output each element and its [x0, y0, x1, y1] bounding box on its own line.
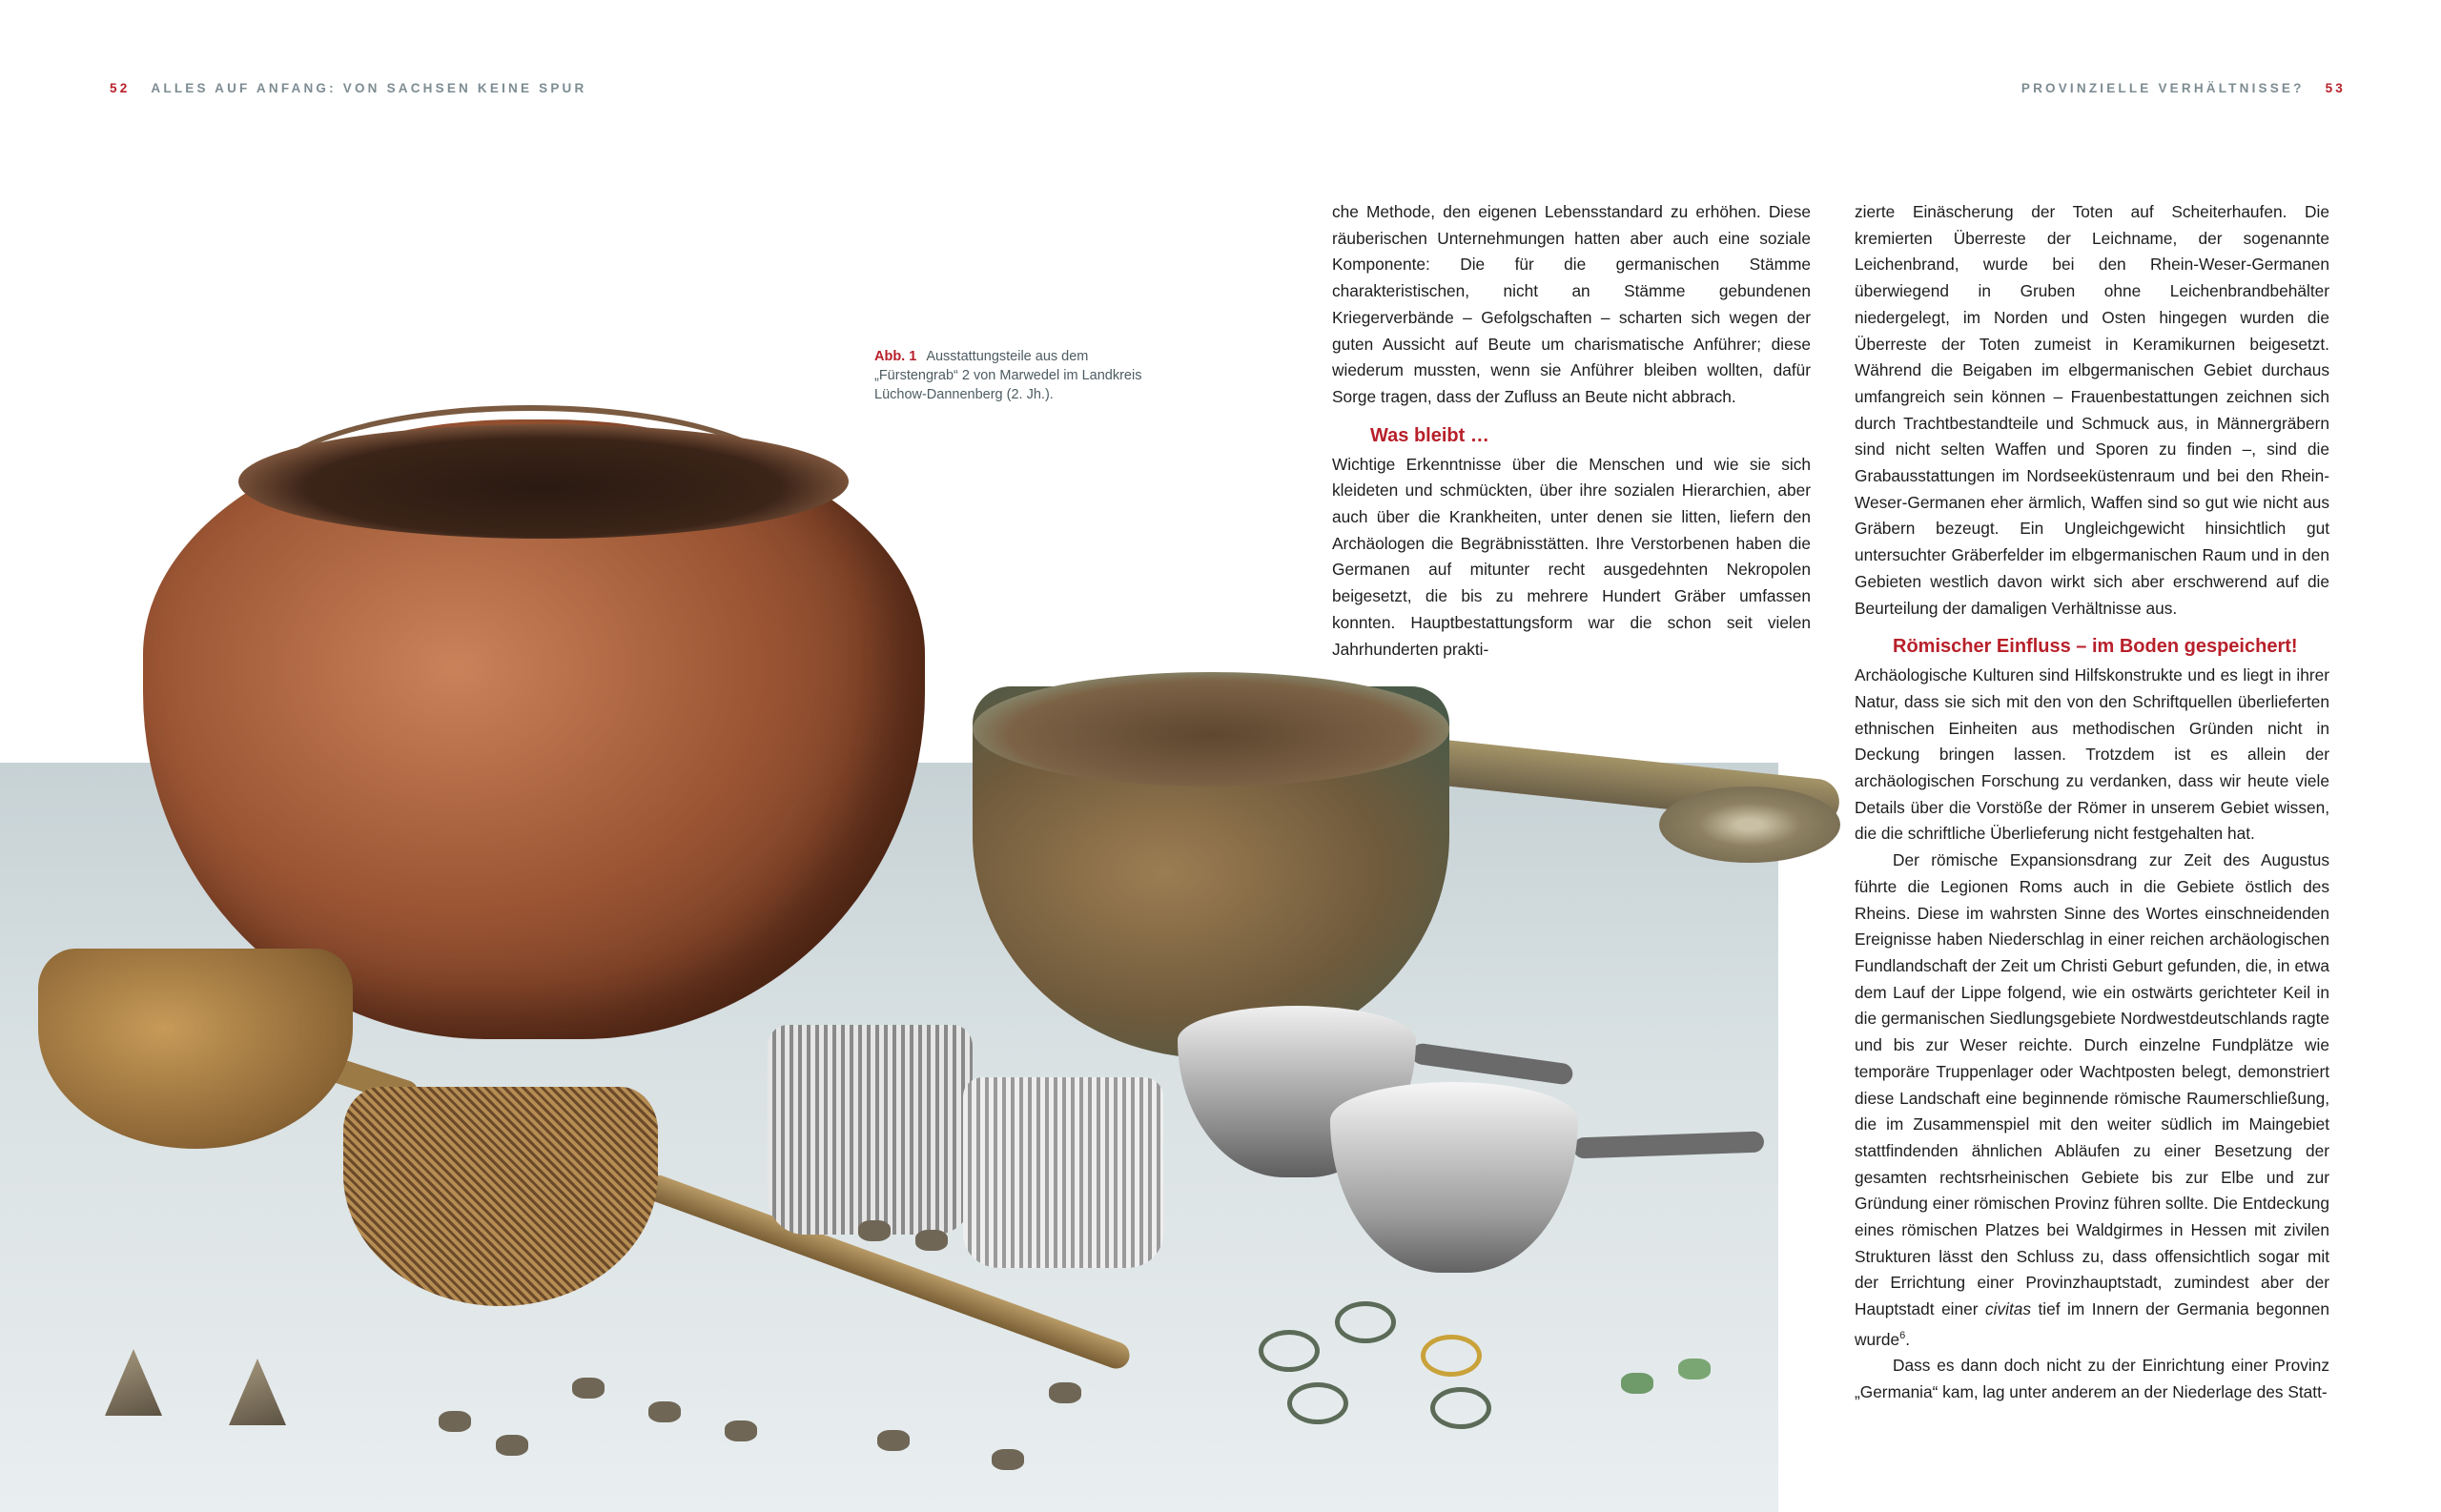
- section-heading-was-bleibt: Was bleibt …: [1370, 424, 1489, 446]
- small-find: [648, 1401, 681, 1422]
- figure-label: Abb. 1: [874, 349, 917, 364]
- small-find: [572, 1378, 605, 1399]
- gold-ring: [1421, 1335, 1482, 1377]
- ring-brooch: [1335, 1301, 1396, 1343]
- bronze-pan-handle-disc: [1659, 787, 1840, 863]
- footnote-ref: 6: [1899, 1329, 1906, 1341]
- paragraph: che Methode, den eigenen Lebensstandard zu erhöhen. Diese räuberischen Unternehmungen hatten aber auch eine soziale Komponente: Die für die germanischen Stämme charakteristischen, nicht an Stämme gebundenen Kriegerverbände – Gefolgschaften – scharten sich wegen der guten Aussicht auf Beute um charismatische Anführer; diese wiederum mussten, wenn sie Anführer bleiben wollten, dafür Sorge tragen, dass der Zufluss an Beute nicht abbrach.: [1332, 202, 1811, 406]
- text-run: .: [1905, 1329, 1911, 1349]
- figure-caption-text: Ausstattungsteile aus dem „Fürstengrab“ 2 von Marwedel im Landkreis Lüchow-Dannenberg (2. Jh.).: [874, 349, 1142, 402]
- small-find: [496, 1435, 528, 1456]
- section-heading-roemischer-einfluss: Römischer Einfluss – im Boden gespeichert!: [1893, 636, 2298, 658]
- text-column-right: [1855, 199, 2329, 1406]
- small-find: [877, 1430, 910, 1451]
- glass-fragments: [1621, 1373, 1653, 1394]
- small-find: [858, 1220, 891, 1241]
- paragraph: [1855, 848, 2329, 1353]
- italic-term: civitas: [1985, 1299, 2032, 1319]
- silver-cup: [963, 1077, 1163, 1268]
- silver-cup: [768, 1025, 973, 1235]
- small-find: [1049, 1382, 1081, 1403]
- text-column-left: [1332, 199, 1811, 663]
- paragraph: Dass es dann doch nicht zu der Einrichtung einer Provinz „Germania“ kam, lag unter anderem an der Niederlage des Statt-: [1855, 1356, 2329, 1401]
- glass-fragments: [1678, 1359, 1711, 1379]
- ring-brooch: [1287, 1382, 1348, 1424]
- bronze-pan-rim: [973, 672, 1449, 787]
- running-title-right: PROVINZIELLE VERHÄLTNISSE?: [2020, 81, 2305, 95]
- small-find: [992, 1449, 1024, 1470]
- ring-brooch: [1259, 1330, 1320, 1372]
- running-header-right: [2021, 81, 2346, 95]
- page-number-right: 53: [2325, 81, 2346, 95]
- small-find: [725, 1420, 757, 1441]
- running-header-left: [110, 81, 586, 95]
- page-number-left: 52: [110, 81, 131, 95]
- text-run: tief im Innern der Germania begonnen wurde: [1855, 1299, 2329, 1349]
- small-find: [439, 1411, 471, 1432]
- paragraph: Wichtige Erkenntnisse über die Menschen und wie sie sich kleideten und schmückten, über ihre sozialen Hierarchien, aber auch über die Krankheiten, unter denen sie litten, liefern den Archäologen die Begräbnisstätten. Ihre Verstorbenen haben die Germanen auf mitunter recht ausgedehnten Nekropolen beigesetzt, die bis zu mehrere Hundert Gräber umfassen konnten. Hauptbestattungsform war die schon seit vielen Jahrhunderten prakti-: [1332, 454, 1811, 659]
- text-run: Der römische Expansionsdrang zur Zeit des Augustus führte die Legionen Roms auch in die Gebiete östlich des Rheins. Diese im wahrsten Sinne des Wortes einschneidenden Ereignisse haben Niederschlag in einer reichen archäologischen Fundlandschaft der Zeit um Christi Geburt gefunden, die, in etwa dem Lauf der Lippe folgend, wie ein ostwärts gerichteter Keil in die germanischen Siedlungsgebiete Nordwestdeutschlands ragte und bis zur Weser reichte. Durch einzelne Fundplätze wie temporäre Truppenlager oder Wachtposten belegt, demonstriert diese Landschaft eine beginnende römische Raumerschließung, die im Zusammenspiel mit den weiter südlich im Maingebiet stattfindenden ähnlichen Abläufen zu einer Besetzung der gesamten rechtsrheinischen Gebiete bis zur Elbe und zur Gründung einer römischen Provinz führen sollte. Die Entdeckung eines römischen Platzes bei Waldgirmes in Hessen mit zivilen Strukturen lässt den Schluss zu, dass offensichtlich sogar mit der Errichtung einer Provinzhauptstadt, zumindest aber der Hauptstadt einer: [1855, 850, 2329, 1319]
- ring-brooch: [1430, 1387, 1491, 1429]
- paragraph: Archäologische Kulturen sind Hilfskonstrukte und es liegt in ihrer Natur, dass sie sich mit den von den Schriftquellen überlieferten ethnischen Einheiten aus methodischen Gründen nicht in Deckung bringen lassen. Trotzdem ist es allein der archäologischen Forschung zu verdanken, dass wir heute viele Details über die Vorstöße der Römer in unserem Gebiet wissen, die die schriftliche Überlieferung nicht festgehalten hat.: [1855, 665, 2329, 844]
- running-title-left: ALLES AUF ANFANG: VON SACHSEN KEINE SPUR: [151, 81, 587, 95]
- figure-caption: [874, 347, 1151, 404]
- small-find: [915, 1230, 948, 1251]
- paragraph: zierte Einäscherung der Toten auf Scheiterhaufen. Die kremierten Überreste der Leichname, der sogenannte Leichenbrand, wurde bei den Rhein-Weser-Germanen überwiegend in Gruben ohne Leichenbrandbehälter niedergelegt, im Norden und Osten hingegen wurden die Überreste der Toten zumeist in Keramikurnen beigesetzt. Während die Beigaben im elbgermanischen Gebiet durchaus umfangreich sein können – Frauenbestattungen zeichnen sich durch Trachtbestandteile und Schmuck aus, in Männergräbern sind nicht selten Waffen und Sporen zu finden –, sind die Grabausstattungen im Nordseeküstenraum und bei den Rhein-Weser-Germanen eher ärmlich, Waffen sind so gut wie nicht aus Gräbern bezeugt. Ein Ungleichgewicht hinsichtlich gut untersuchter Gräberfelder im elbgermanischen Raum und in den Gebieten westlich davon wirkt sich aber erschwerend auf die Beurteilung der damaligen Verhältnisse aus.: [1855, 202, 2329, 618]
- cauldron-rim: [238, 424, 849, 539]
